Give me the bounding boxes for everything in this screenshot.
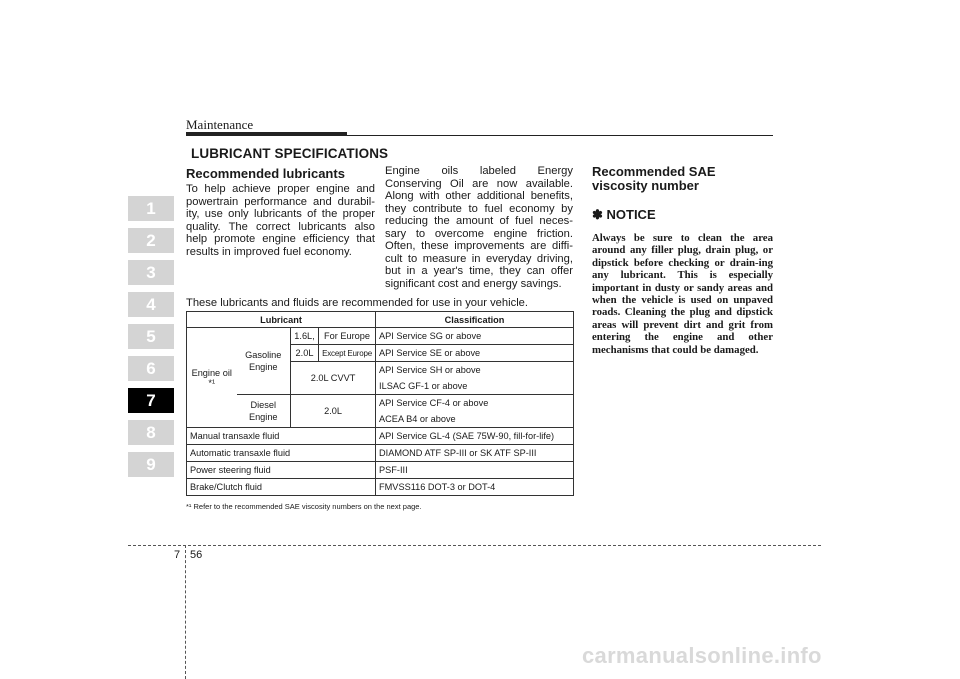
footer-page-number: 56: [190, 549, 203, 561]
header-classification: Classification: [376, 312, 574, 328]
table-row: [187, 428, 574, 445]
classification-api-cf4: API Service CF-4 or above: [376, 395, 574, 412]
chapter-tab-4[interactable]: 4: [128, 292, 174, 317]
diesel-engine-label: Diesel Engine: [237, 395, 291, 428]
lubricant-classification: FMVSS116 DOT-3 or DOT-4: [376, 479, 574, 496]
energy-conserving-oil-text: Engine oils labeled Energy Conserving Oil are now available. Along with other additional benefits, they contribute to fuel economy by reducing the amount of fuel neces-sary to overcome engine friction. Often, these improvements are diffi-cult to measure in everyday driving, but in a year's time, they can offer significant cost and energy savings.: [385, 165, 573, 290]
lubricant-name: Automatic transaxle fluid: [187, 445, 376, 462]
recommended-lubricants-heading: Recommended lubricants: [186, 166, 345, 181]
table-row: [187, 462, 574, 479]
lubricant-table: [186, 311, 574, 496]
except-europe: Except Europe: [319, 345, 376, 362]
header-rule: [186, 135, 773, 136]
lubricant-name: Power steering fluid: [187, 462, 376, 479]
gasoline-20l-cvvt: 2.0L CVVT: [291, 362, 376, 395]
recommended-lubricants-text: To help achieve proper engine and powertrain performance and durabil-ity, use only lubricants of the proper quality. The correct lubricants also help promote engine efficiency that results in improved fuel economy.: [186, 183, 375, 258]
table-row: [187, 445, 574, 462]
section-header: Maintenance: [186, 117, 254, 132]
notice-title: ✽ NOTICE: [592, 207, 656, 222]
gasoline-20l: 2.0L: [291, 345, 319, 362]
header-lubricant: Lubricant: [187, 312, 376, 328]
lubricant-classification: API Service GL-4 (SAE 75W-90, fill-for-life): [376, 428, 574, 445]
table-intro: These lubricants and fluids are recommended for use in your vehicle.: [186, 297, 529, 309]
page-title: LUBRICANT SPECIFICATIONS: [191, 146, 389, 161]
lubricant-classification: PSF-III: [376, 462, 574, 479]
classification-api-sg: API Service SG or above: [376, 328, 574, 345]
table-row: [187, 479, 574, 496]
gasoline-engine-label: Gasoline Engine: [237, 328, 291, 395]
chapter-tab-6[interactable]: 6: [128, 356, 174, 381]
classification-ilsac: ILSAC GF-1 or above: [376, 378, 574, 395]
chapter-tab-2[interactable]: 2: [128, 228, 174, 253]
engine-oil-label: Engine oil *¹: [187, 328, 237, 428]
table-footnote: *¹ Refer to the recommended SAE viscosity numbers on the next page.: [186, 502, 422, 511]
classification-acea: ACEA B4 or above: [376, 411, 574, 428]
lubricant-classification: DIAMOND ATF SP-III or SK ATF SP-III: [376, 445, 574, 462]
gasoline-16l: 1.6L,: [291, 328, 319, 345]
chapter-tab-5[interactable]: 5: [128, 324, 174, 349]
sae-viscosity-heading: Recommended SAE viscosity number: [592, 164, 716, 193]
diesel-20l: 2.0L: [291, 395, 376, 428]
chapter-tab-3[interactable]: 3: [128, 260, 174, 285]
footer-chapter-number: 7: [174, 549, 181, 561]
chapter-tab-9[interactable]: 9: [128, 452, 174, 477]
classification-api-sh: API Service SH or above: [376, 362, 574, 379]
for-europe: For Europe: [319, 328, 376, 345]
chapter-tab-1[interactable]: 1: [128, 196, 174, 221]
lubricant-name: Brake/Clutch fluid: [187, 479, 376, 496]
lubricant-name: Manual transaxle fluid: [187, 428, 376, 445]
chapter-tab-7[interactable]: 7: [128, 388, 174, 413]
watermark: carmanualsonline.info: [582, 643, 822, 668]
footer-divider: [128, 545, 821, 546]
chapter-tabs: [128, 196, 174, 484]
footer-vertical-divider: [185, 545, 186, 679]
chapter-tab-8[interactable]: 8: [128, 420, 174, 445]
classification-api-se: API Service SE or above: [376, 345, 574, 362]
notice-text: Always be sure to clean the area around any filler plug, drain plug, or dipstick before checking or drain-ing any lubricant. This is especially important in dusty or sandy areas and when the vehicle is used on unpaved roads. Cleaning the plug and dipstick areas will prevent dirt and grit from entering the engine and other mechanisms that could be damaged.: [592, 232, 773, 356]
